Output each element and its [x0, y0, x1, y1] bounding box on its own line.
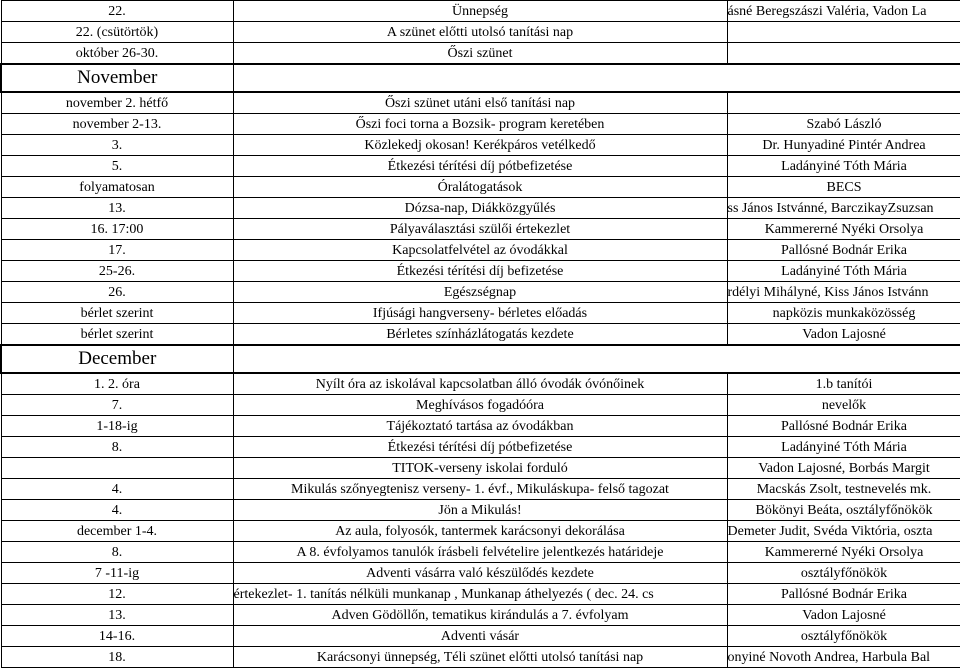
event-cell: Dózsa-nap, Diákközgyűlés: [233, 198, 727, 219]
table-row: [1, 458, 960, 479]
responsible-cell: Ladányiné Tóth Mária: [727, 437, 960, 458]
date-cell: 7.: [1, 395, 233, 416]
responsible-cell: osztályfőnökök: [727, 626, 960, 647]
responsible-cell: Demeter Judit, Svéda Viktória, oszta: [727, 521, 960, 542]
event-cell: Őszi szünet: [233, 43, 727, 65]
table-row: [1, 22, 960, 43]
table-row: [1, 437, 960, 458]
table-row: [1, 416, 960, 437]
date-cell: bérlet szerint: [1, 324, 233, 346]
date-cell: 8.: [1, 437, 233, 458]
responsible-cell: Pallósné Bodnár Erika: [727, 416, 960, 437]
event-cell: Mikulás szőnyegtenisz verseny- 1. évf., Mikuláskupa- felső tagozat: [233, 479, 727, 500]
event-cell: A 8. évfolyamos tanulók írásbeli felvételire jelentkezés határideje: [233, 542, 727, 563]
table-row: [1, 135, 960, 156]
date-cell: október 26-30.: [1, 43, 233, 65]
responsible-cell: Vadon Lajosné, Borbás Margit: [727, 458, 960, 479]
date-cell: 25-26.: [1, 261, 233, 282]
responsible-cell: Ladányiné Tóth Mária: [727, 156, 960, 177]
table-row: [1, 303, 960, 324]
table-row: [1, 584, 960, 605]
date-cell: november 2. hétfő: [1, 92, 233, 114]
responsible-cell: [727, 43, 960, 65]
month-heading-blank: [233, 64, 960, 92]
event-cell: Adventi vásár: [233, 626, 727, 647]
table-row: [1, 542, 960, 563]
event-cell: Óralátogatások: [233, 177, 727, 198]
responsible-cell: onyiné Novoth Andrea, Harbula Bal: [727, 647, 960, 668]
event-cell: Adventi vásárra való készülődés kezdete: [233, 563, 727, 584]
date-cell: 12.: [1, 584, 233, 605]
table-row: [1, 479, 960, 500]
responsible-cell: [727, 22, 960, 43]
table-row: [1, 563, 960, 584]
responsible-cell: Dr. Hunyadiné Pintér Andrea: [727, 135, 960, 156]
responsible-cell: napközis munkaközösség: [727, 303, 960, 324]
date-cell: 16. 17:00: [1, 219, 233, 240]
responsible-cell: Kammererné Nyéki Orsolya: [727, 219, 960, 240]
month-heading: December: [1, 345, 233, 373]
date-cell: 3.: [1, 135, 233, 156]
table-row: [1, 1, 960, 22]
event-cell: Ifjúsági hangverseny- bérletes előadás: [233, 303, 727, 324]
responsible-cell: rdélyi Mihályné, Kiss János Istvánn: [727, 282, 960, 303]
month-header-row: [1, 64, 960, 92]
date-cell: 7 -11-ig: [1, 563, 233, 584]
table-row: [1, 395, 960, 416]
date-cell: 4.: [1, 479, 233, 500]
table-row: [1, 43, 960, 65]
event-cell: Az aula, folyosók, tantermek karácsonyi dekorálása: [233, 521, 727, 542]
event-cell: Őszi szünet utáni első tanítási nap: [233, 92, 727, 114]
table-row: [1, 500, 960, 521]
date-cell: 8.: [1, 542, 233, 563]
date-cell: 26.: [1, 282, 233, 303]
event-cell: Karácsonyi ünnepség, Téli szünet előtti utolsó tanítási nap: [233, 647, 727, 668]
date-cell: 22.: [1, 1, 233, 22]
responsible-cell: Kammererné Nyéki Orsolya: [727, 542, 960, 563]
month-heading: November: [1, 64, 233, 92]
event-cell: Étkezési térítési díj pótbefizetése: [233, 156, 727, 177]
date-cell: folyamatosan: [1, 177, 233, 198]
table-row: [1, 647, 960, 668]
date-cell: 13.: [1, 605, 233, 626]
event-cell: Nyílt óra az iskolával kapcsolatban álló óvodák óvónőinek: [233, 373, 727, 395]
date-cell: 17.: [1, 240, 233, 261]
event-cell: Közlekedj okosan! Kerékpáros vetélkedő: [233, 135, 727, 156]
table-row: [1, 373, 960, 395]
date-cell: 18.: [1, 647, 233, 668]
event-cell: TITOK-verseny iskolai forduló: [233, 458, 727, 479]
table-row: [1, 324, 960, 346]
month-heading-blank: [233, 345, 960, 373]
date-cell: 14-16.: [1, 626, 233, 647]
date-cell: 5.: [1, 156, 233, 177]
event-cell: Tájékoztató tartása az óvodákban: [233, 416, 727, 437]
responsible-cell: [727, 92, 960, 114]
date-cell: 1-18-ig: [1, 416, 233, 437]
responsible-cell: osztályfőnökök: [727, 563, 960, 584]
date-cell: bérlet szerint: [1, 303, 233, 324]
date-cell: 4.: [1, 500, 233, 521]
responsible-cell: Bökönyi Beáta, osztályfőnökök: [727, 500, 960, 521]
responsible-cell: Ladányiné Tóth Mária: [727, 261, 960, 282]
event-cell: Étkezési térítési díj pótbefizetése: [233, 437, 727, 458]
responsible-cell: Vadon Lajosné: [727, 324, 960, 346]
responsible-cell: Macskás Zsolt, testnevelés mk.: [727, 479, 960, 500]
event-cell: A szünet előtti utolsó tanítási nap: [233, 22, 727, 43]
event-cell: Kapcsolatfelvétel az óvodákkal: [233, 240, 727, 261]
table-row: [1, 114, 960, 135]
responsible-cell: Szabó László: [727, 114, 960, 135]
date-cell: [1, 458, 233, 479]
table-row: [1, 282, 960, 303]
event-cell: Adven Gödöllőn, tematikus kirándulás a 7. évfolyam: [233, 605, 727, 626]
responsible-cell: ásné Beregszászi Valéria, Vadon La: [727, 1, 960, 22]
table-row: [1, 177, 960, 198]
date-cell: 22. (csütörtök): [1, 22, 233, 43]
responsible-cell: Pallósné Bodnár Erika: [727, 240, 960, 261]
responsible-cell: ss János Istvánné, BarczikayZsuzsan: [727, 198, 960, 219]
event-cell: értekezlet- 1. tanítás nélküli munkanap , Munkanap áthelyezés ( dec. 24. cs: [233, 584, 727, 605]
responsible-cell: nevelők: [727, 395, 960, 416]
event-cell: Ünnepség: [233, 1, 727, 22]
month-header-row: [1, 345, 960, 373]
date-cell: november 2-13.: [1, 114, 233, 135]
table-row: [1, 198, 960, 219]
table-row: [1, 92, 960, 114]
table-row: [1, 261, 960, 282]
table-row: [1, 240, 960, 261]
responsible-cell: BECS: [727, 177, 960, 198]
event-cell: Étkezési térítési díj befizetése: [233, 261, 727, 282]
responsible-cell: 1.b tanítói: [727, 373, 960, 395]
table-row: [1, 605, 960, 626]
table-row: [1, 156, 960, 177]
table-row: [1, 219, 960, 240]
date-cell: 13.: [1, 198, 233, 219]
responsible-cell: Pallósné Bodnár Erika: [727, 584, 960, 605]
event-cell: Bérletes színházlátogatás kezdete: [233, 324, 727, 346]
event-cell: Pályaválasztási szülői értekezlet: [233, 219, 727, 240]
table-row: [1, 626, 960, 647]
event-cell: Őszi foci torna a Bozsik- program keretében: [233, 114, 727, 135]
event-cell: Meghívásos fogadóóra: [233, 395, 727, 416]
date-cell: december 1-4.: [1, 521, 233, 542]
date-cell: 1. 2. óra: [1, 373, 233, 395]
table-row: [1, 521, 960, 542]
event-cell: Egészségnap: [233, 282, 727, 303]
responsible-cell: Vadon Lajosné: [727, 605, 960, 626]
event-cell: Jön a Mikulás!: [233, 500, 727, 521]
